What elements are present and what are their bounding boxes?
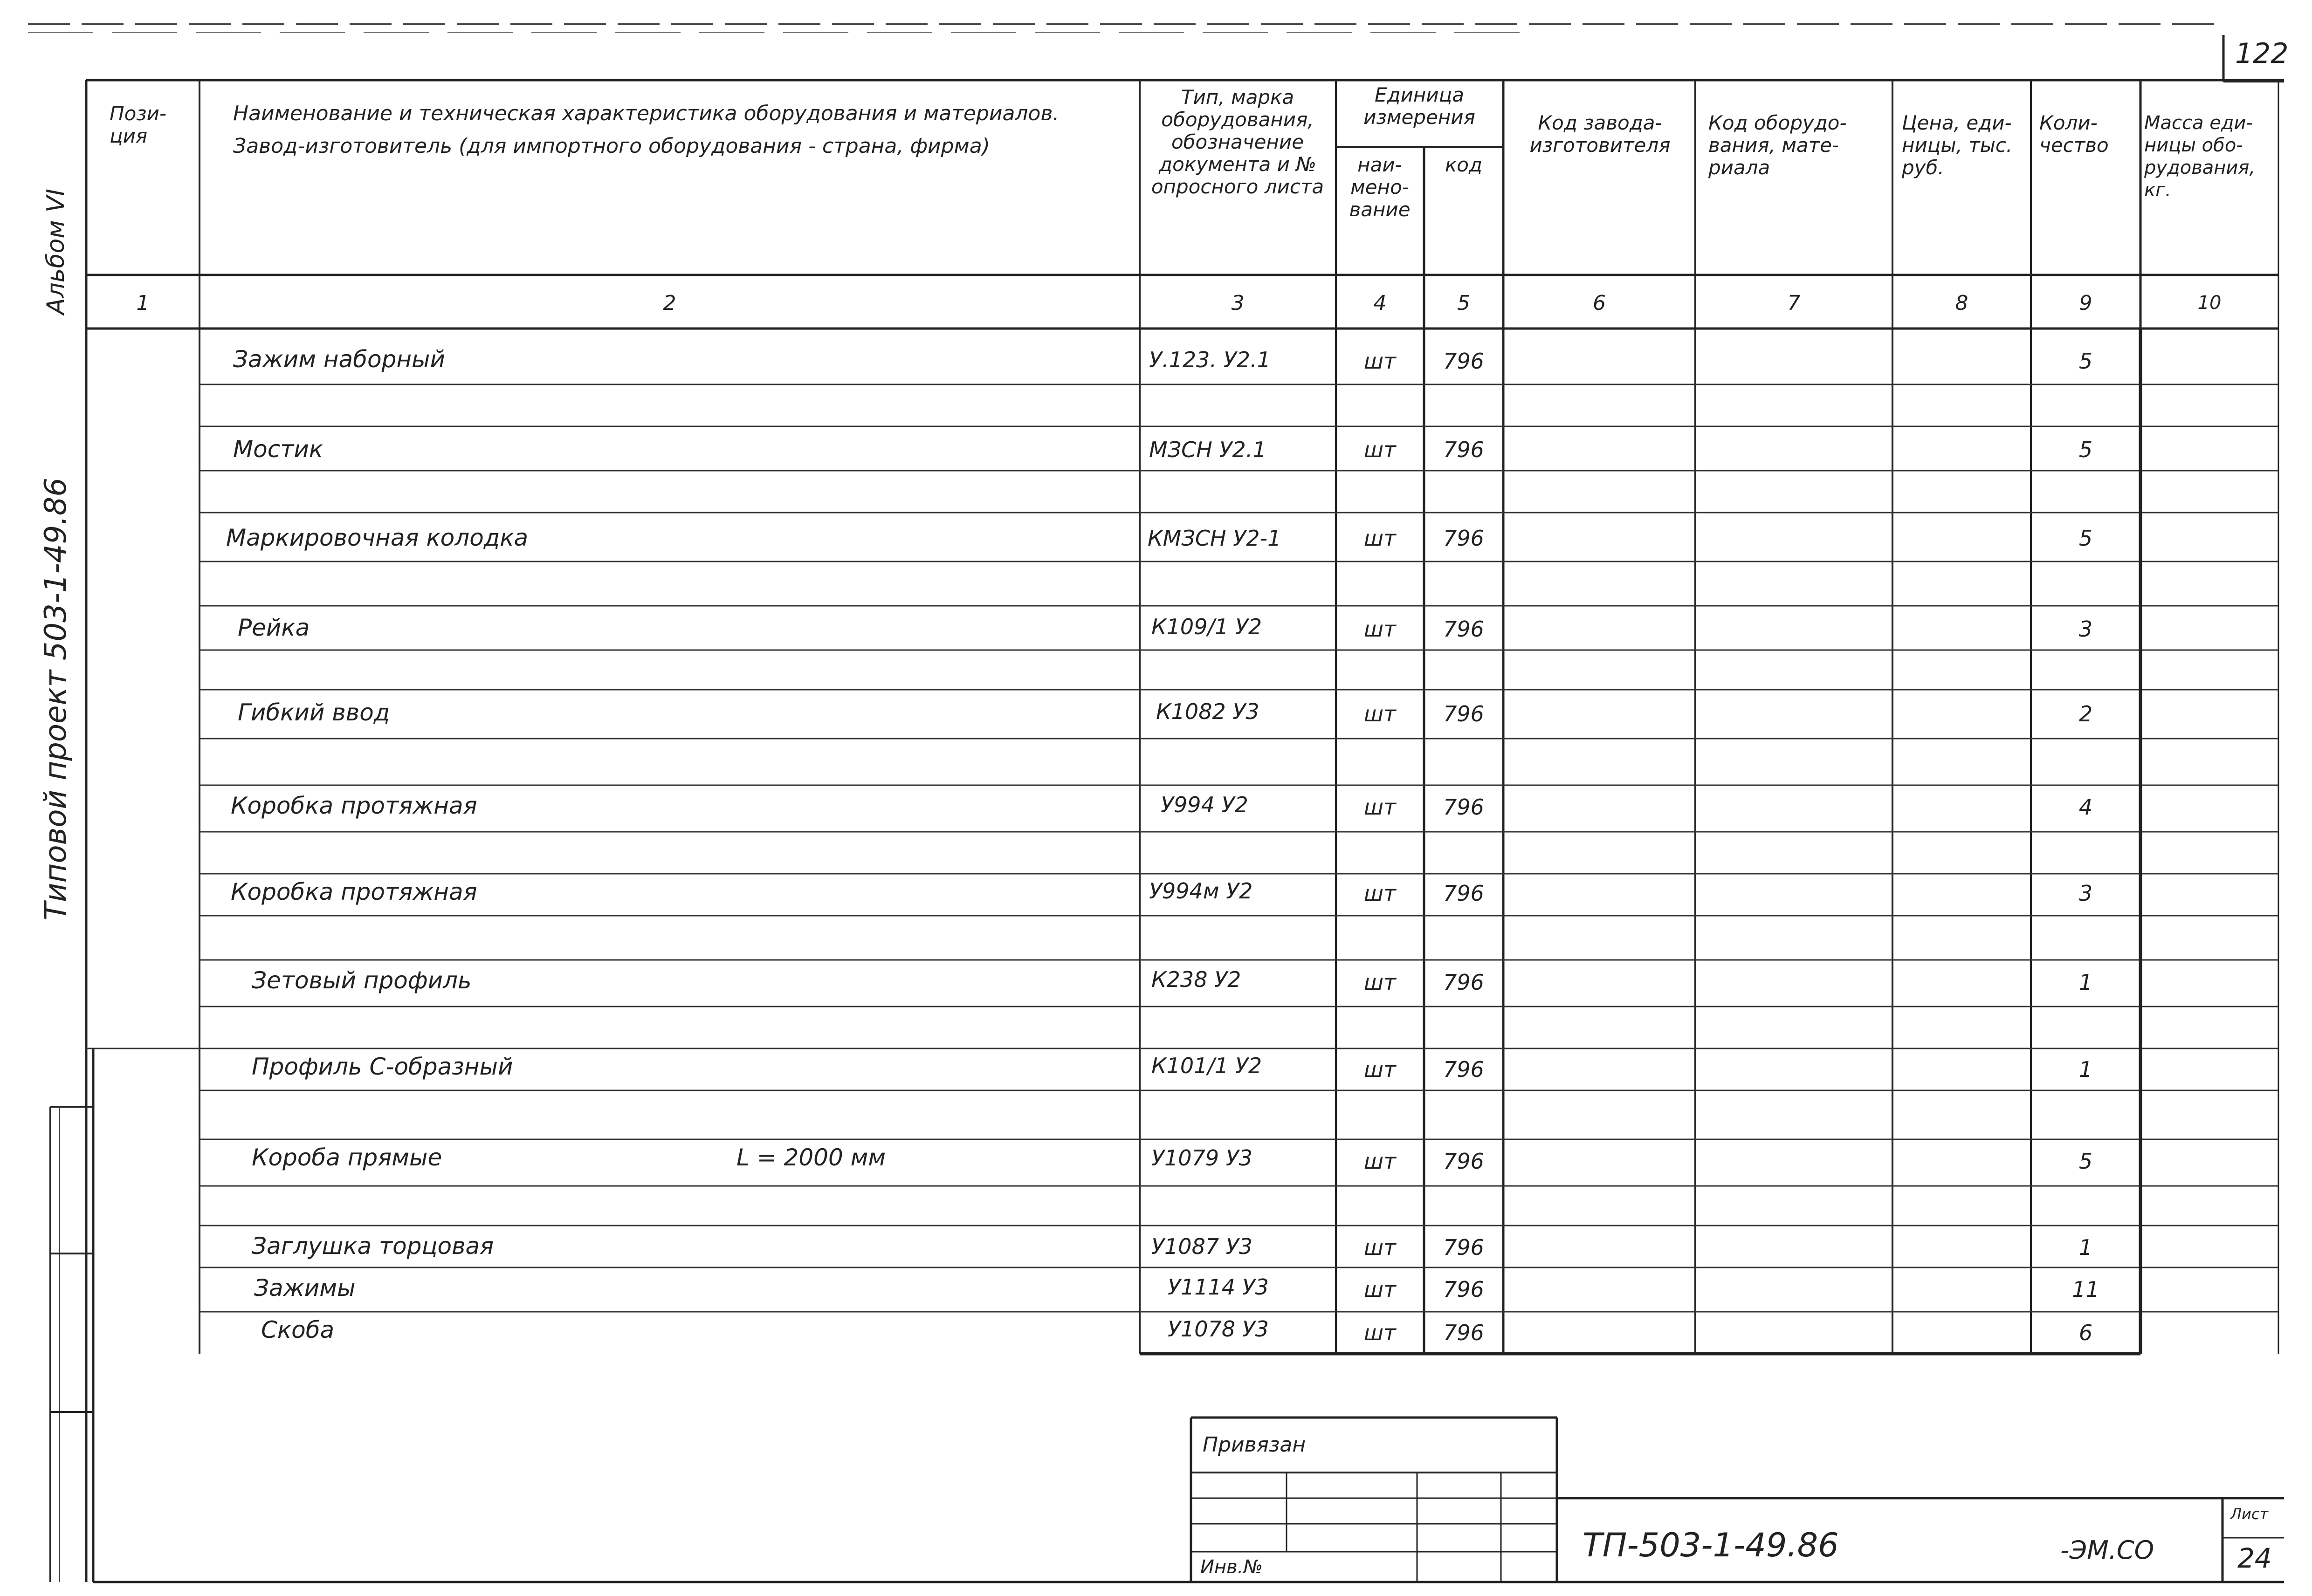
- header-position: Пози- ция: [110, 102, 167, 147]
- row-name: Гибкий ввод: [238, 699, 390, 726]
- row-name: Профиль С-образный: [252, 1053, 513, 1080]
- col-number-6: 6: [1593, 291, 1606, 315]
- row-unit: шт: [1364, 970, 1396, 995]
- stamp-document-code: ТП-503-1-49.86: [1583, 1526, 1839, 1564]
- col-number-2: 2: [663, 291, 676, 315]
- col-number-10: 10: [2197, 292, 2222, 314]
- row-unit: шт: [1364, 437, 1396, 462]
- row-length-spec: L = 2000 мм: [736, 1144, 886, 1171]
- row-unit: шт: [1364, 881, 1396, 906]
- header-price: Цена, еди- ницы, тыс. руб.: [1902, 111, 2013, 179]
- row-code: 796: [1443, 795, 1484, 820]
- row-code: 796: [1443, 701, 1484, 726]
- header-mass: Масса еди- ницы обо- рудования, кг.: [2144, 112, 2256, 201]
- row-unit: шт: [1364, 1057, 1396, 1082]
- row-unit: шт: [1364, 1320, 1396, 1345]
- row-name: Короба прямые: [252, 1144, 442, 1171]
- row-unit: шт: [1364, 616, 1396, 642]
- sheet-number: 122: [2235, 37, 2289, 70]
- album-label: Альбом VI: [42, 188, 70, 315]
- row-code: 796: [1443, 1149, 1484, 1174]
- col-number-9: 9: [2079, 291, 2092, 315]
- row-type: К238 У2: [1151, 967, 1241, 992]
- project-label: Типовой проект 503-1-49.86: [39, 477, 73, 921]
- row-qty: 1: [2078, 970, 2093, 995]
- row-unit: шт: [1364, 349, 1396, 374]
- row-name: Зажимы: [254, 1274, 356, 1301]
- row-qty: 5: [2078, 349, 2093, 374]
- row-qty: 5: [2078, 437, 2093, 462]
- row-code: 796: [1443, 1277, 1484, 1302]
- row-code: 796: [1443, 526, 1484, 551]
- row-qty: 5: [2078, 1149, 2093, 1174]
- stamp-privyazan: Привязан: [1203, 1433, 1306, 1457]
- row-qty: 1: [2078, 1057, 2093, 1082]
- row-type: МЗСН У2.1: [1149, 437, 1266, 462]
- row-unit: шт: [1364, 795, 1396, 820]
- row-qty: 11: [2072, 1277, 2099, 1302]
- row-code: 796: [1443, 616, 1484, 642]
- row-type: У994 У2: [1161, 792, 1248, 817]
- col-number-7: 7: [1787, 291, 1801, 315]
- row-type: У1087 У3: [1151, 1234, 1253, 1259]
- row-qty: 6: [2078, 1320, 2093, 1345]
- row-qty: 1: [2078, 1235, 2093, 1260]
- col-number-5: 5: [1457, 291, 1470, 315]
- row-unit: шт: [1364, 1235, 1396, 1260]
- row-qty: 5: [2078, 526, 2093, 551]
- row-name: Скоба: [261, 1316, 335, 1343]
- col-number-4: 4: [1373, 291, 1387, 315]
- row-type: У1079 У3: [1151, 1145, 1253, 1171]
- row-qty: 4: [2078, 795, 2093, 820]
- header-quantity: Коли- чество: [2039, 111, 2109, 157]
- row-unit: шт: [1364, 1277, 1396, 1302]
- header-name-line1: Наименование и техническая характеристика оборудования и материалов.: [233, 102, 1060, 125]
- row-qty: 3: [2078, 881, 2093, 906]
- row-unit: шт: [1364, 701, 1396, 726]
- row-code: 796: [1443, 970, 1484, 995]
- col-number-3: 3: [1231, 291, 1245, 315]
- row-code: 796: [1443, 437, 1484, 462]
- row-name: Заглушка торцовая: [252, 1233, 494, 1260]
- header-type: Тип, марка оборудования, обозначение документа и № опросного листа: [1151, 86, 1324, 198]
- row-type: К109/1 У2: [1151, 614, 1262, 639]
- row-name: Маркировочная колодка: [226, 524, 529, 551]
- row-type: К1082 У3: [1156, 699, 1259, 724]
- row-type: К101/1 У2: [1151, 1053, 1262, 1078]
- row-unit: шт: [1364, 526, 1396, 551]
- row-type: У1078 У3: [1168, 1316, 1269, 1342]
- row-code: 796: [1443, 349, 1484, 374]
- header-unit-group: Единица измерения: [1363, 83, 1475, 129]
- stamp-mark: -ЭМ.СО: [2060, 1535, 2154, 1565]
- stamp-sheet-number: 24: [2237, 1542, 2272, 1574]
- header-unit-name: наи- мено- вание: [1349, 153, 1411, 221]
- row-name: Коробка протяжная: [231, 878, 477, 905]
- row-code: 796: [1443, 1320, 1484, 1345]
- stamp-inventory: Инв.№: [1200, 1556, 1263, 1578]
- row-name: Зажим наборный: [233, 346, 446, 373]
- header-material-code: Код оборудо- вания, мате- риала: [1708, 111, 1847, 179]
- row-unit: шт: [1364, 1149, 1396, 1174]
- stamp-sheet-label: Лист: [2230, 1505, 2269, 1523]
- row-type: КМЗСН У2-1: [1148, 526, 1281, 551]
- row-code: 796: [1443, 1235, 1484, 1260]
- col-number-8: 8: [1955, 291, 1968, 315]
- col-number-1: 1: [136, 291, 150, 315]
- row-type: У1114 У3: [1168, 1274, 1269, 1300]
- row-name: Коробка протяжная: [231, 792, 477, 819]
- row-code: 796: [1443, 881, 1484, 906]
- row-name: Зетовый профиль: [252, 967, 472, 994]
- row-type: У994м У2: [1149, 878, 1253, 904]
- row-qty: 3: [2078, 616, 2093, 642]
- header-unit-code: код: [1445, 153, 1483, 176]
- row-name: Мостик: [233, 436, 323, 463]
- row-qty: 2: [2078, 701, 2093, 726]
- header-name-line2: Завод-изготовитель (для импортного оборудования - страна, фирма): [233, 134, 990, 158]
- header-factory-code: Код завода- изготовителя: [1529, 111, 1671, 157]
- row-name: Рейка: [238, 614, 310, 641]
- row-code: 796: [1443, 1057, 1484, 1082]
- row-type: У.123. У2.1: [1149, 347, 1271, 372]
